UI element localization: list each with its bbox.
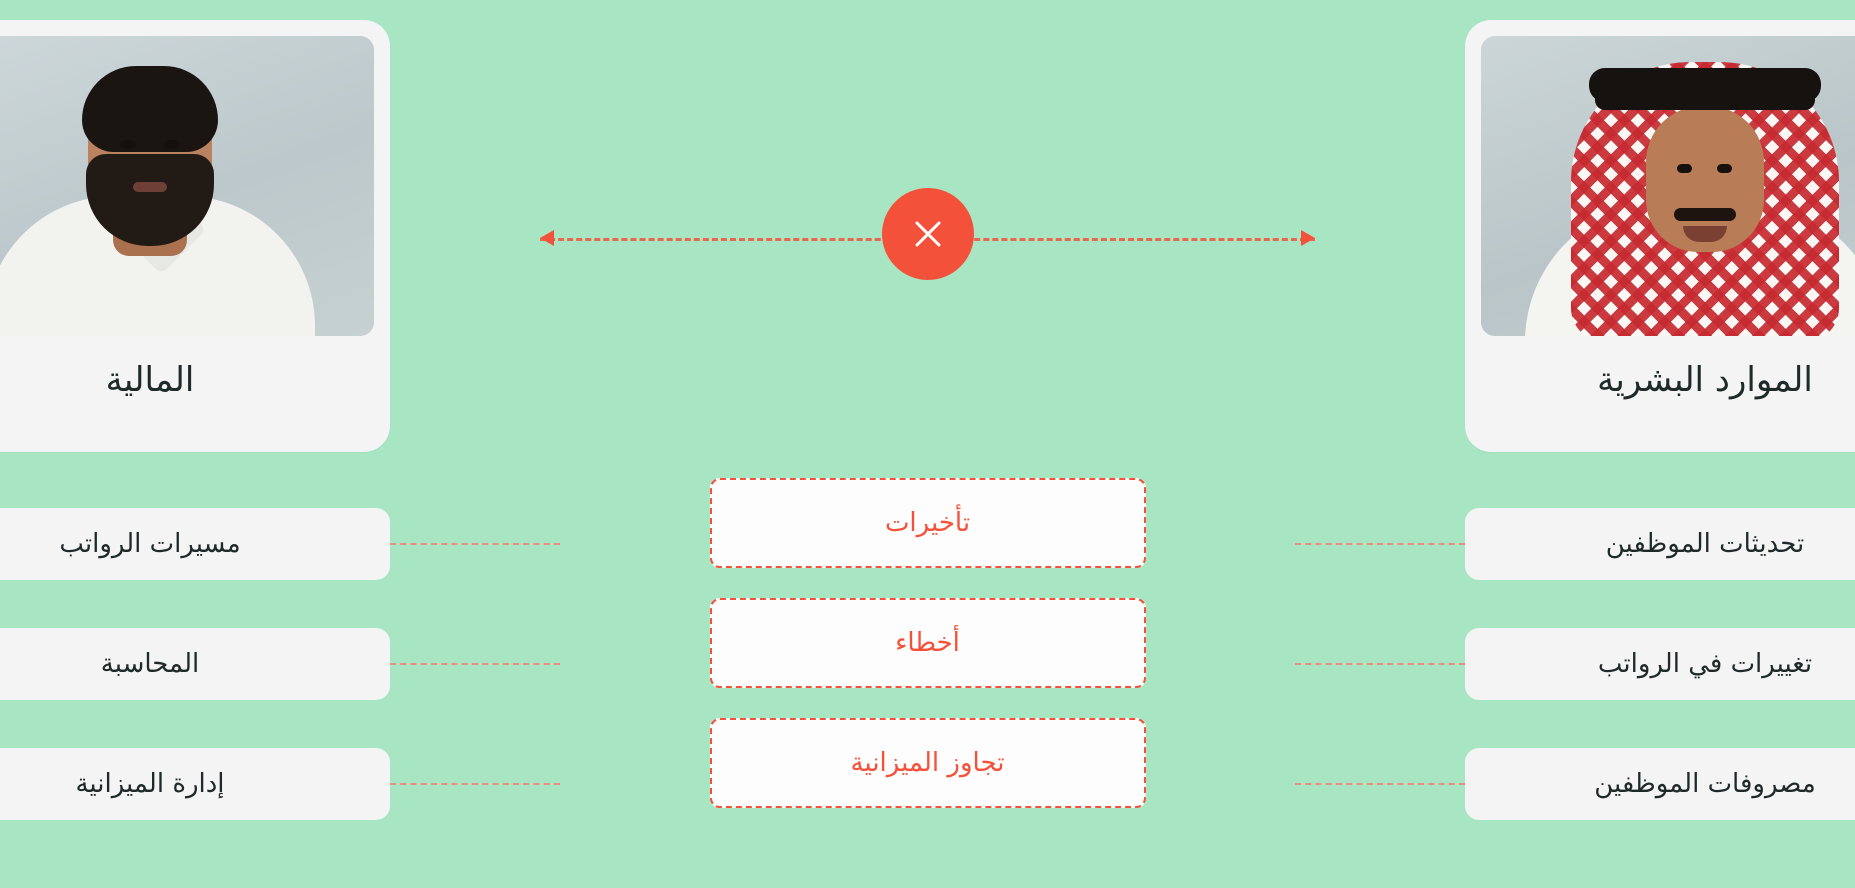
hr-task-pill: تغييرات في الرواتب [1465,628,1855,700]
hr-task-pill: مصروفات الموظفين [1465,748,1855,820]
hr-portrait-photo [1481,36,1855,336]
issue-box: تجاوز الميزانية [710,718,1146,808]
close-x-icon [908,214,948,254]
arrow-right-icon [1301,230,1315,246]
arrow-left-icon [540,230,554,246]
row-connector-right [1295,663,1465,665]
row-connector-right [1295,783,1465,785]
department-card-finance [0,20,390,452]
issue-row [0,628,1855,700]
finance-task-pill: المحاسبة [0,628,390,700]
row-connector-left [390,663,560,665]
finance-portrait-photo [0,36,374,336]
row-connector-left [390,783,560,785]
issue-row [0,748,1855,820]
hr-task-pill: تحديثات الموظفين [1465,508,1855,580]
issue-box: أخطاء [710,598,1146,688]
finance-task-pill: مسيرات الرواتب [0,508,390,580]
issue-row [0,508,1855,580]
hr-department-name: الموارد البشرية [1597,360,1813,400]
conflict-badge [882,188,974,280]
finance-department-name: المالية [105,360,195,400]
issue-box: تأخيرات [710,478,1146,568]
row-connector-right [1295,543,1465,545]
department-card-hr [1465,20,1855,452]
row-connector-left [390,543,560,545]
finance-task-pill: إدارة الميزانية [0,748,390,820]
